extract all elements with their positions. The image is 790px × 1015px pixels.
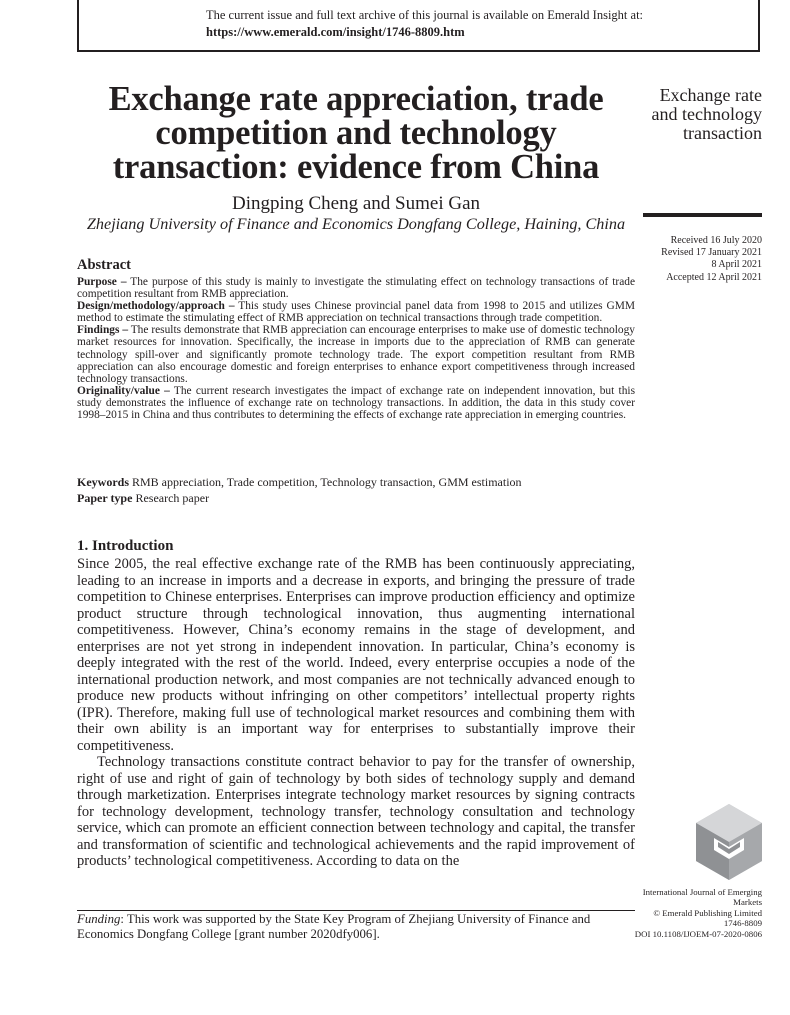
originality-text: The current research investigates the impact of exchange rate on independent innovation, but this study demonstrates the influence of exchange rate on technology transactions. In addition, the data in this study cover 1998–2015 in China and thus contributes to determining the effects of exchange rate appreciation in emerging countries. [77,384,635,422]
sidebar-divider [643,213,762,217]
funding-footnote [77,912,635,942]
accepted-date: Accepted 12 April 2021 [666,271,762,283]
abstract-design [77,300,635,324]
article-history-dates [661,235,762,284]
notice-text: The current issue and full text archive of this journal is available on Emerald Insight at: [206,8,644,22]
article-title: Exchange rate appreciation, trade competition and technology transaction: evidence from China [108,80,604,186]
keywords-text: RMB appreciation, Trade competition, Technology transaction, GMM estimation [129,475,522,489]
issn: 1746-8809 [723,918,762,929]
originality-label: Originality/value – [77,384,170,397]
publisher-logo-icon [696,804,762,880]
journal-url-link[interactable]: https://www.emerald.com/insight/1746-8809.htm [206,25,465,39]
abstract-heading: Abstract [77,257,131,273]
introduction-body [77,556,635,870]
keywords-block [77,474,635,506]
paper-type-text: Research paper [132,491,210,505]
doi: DOI 10.1108/IJOEM-07-2020-0806 [634,928,762,939]
funding-text: : This work was supported by the State Key Program of Zhejiang University of Finance and Economics Dongfang College [grant number 2020dfy006]. [77,912,591,941]
article-authors: Dingping Cheng and Sumei Gan [231,193,481,214]
availability-notice [77,0,760,52]
journal-name-cont: Markets [733,897,762,908]
abstract-findings [77,324,635,384]
paper-type-label: Paper type [77,491,133,505]
running-title-line: and technology [651,104,762,124]
copyright: © Emerald Publishing Limited [653,907,762,918]
findings-text: The results demonstrate that RMB appreciation can encourage enterprises to make use of domestic technology market resources for innovation. Specifically, the increase in imports due to the appreciation of RMB can generate technology spill-over and significantly promote technology trade. The export competition resultant from RMB appreciation can also encourage domestic and foreign enterprises to enhance export competitiveness through increased technology transactions. [77,324,635,385]
revised-date: Revised 17 January 2021 [661,247,762,259]
section-heading-introduction: 1. Introduction [77,538,174,554]
design-text: This study uses Chinese provincial panel data from 1998 to 2015 and utilizes GMM method to estimate the stimulating effect of RMB appreciation on technical transactions through trade competition. [77,300,635,325]
abstract-body [77,276,635,421]
journal-name: International Journal of Emerging [642,887,762,897]
funding-label: Funding [77,912,121,926]
purpose-label: Purpose – [77,276,127,288]
paper-type-line [77,490,635,506]
body-paragraph: Since 2005, the real effective exchange rate of the RMB has been continuously appreciating, leading to an increase in imports and a decrease in exports, and bringing the pressure of trade competition to Chinese enterprises. Enterprises can improve production efficiency and optimize product structure through technological innovation, thus augmenting international competitiveness. However, China’s economy remains in the stage of development, and enterprises are not yet strong in independent innovation. In particular, China’s economy is deeply integrated with the rest of the world. Indeed, every enterprise occupies a node of the international production network, and most companies are not technically advanced enough to produce new products without infringing on other competitors’ intellectual property rights (IPR). Therefore, making full use of technological market resources and combining them with their own ability is an important way for enterprises to substantially improve their competitiveness. [77,556,635,754]
purpose-text: The purpose of this study is mainly to investigate the stimulating effect on technology transactions of trade competition resultant from RMB appreciation. [77,276,635,301]
running-title-line: transaction [683,123,762,143]
author-affiliation: Zhejiang University of Finance and Economics Dongfang College, Haining, China [86,215,626,233]
body-paragraph: Technology transactions constitute contract behavior to pay for the transfer of ownership, right of use and right of gain of technology by both sides of technology supply and demand through marketization. Enterprises integrate technology market resources by signing contracts for technology development, technology transfer, technology consultation and technology service, which can promote an efficient connection between technology and capital, the transfer and transformation of scientific and technological achievements and the rapid improvement of products’ technological competitiveness. According to data on the [77,754,635,869]
running-title-line: Exchange rate [659,85,762,105]
findings-label: Findings – [77,324,129,337]
journal-info [635,887,762,939]
design-label: Design/methodology/approach – [77,300,235,313]
keywords-line [77,474,635,490]
footnote-divider [77,910,635,911]
revised-date-2: 8 April 2021 [711,259,762,271]
received-date: Received 16 July 2020 [670,235,762,246]
abstract-purpose [77,276,635,300]
keywords-label: Keywords [77,475,129,489]
running-title [612,86,762,143]
abstract-originality [77,385,635,421]
